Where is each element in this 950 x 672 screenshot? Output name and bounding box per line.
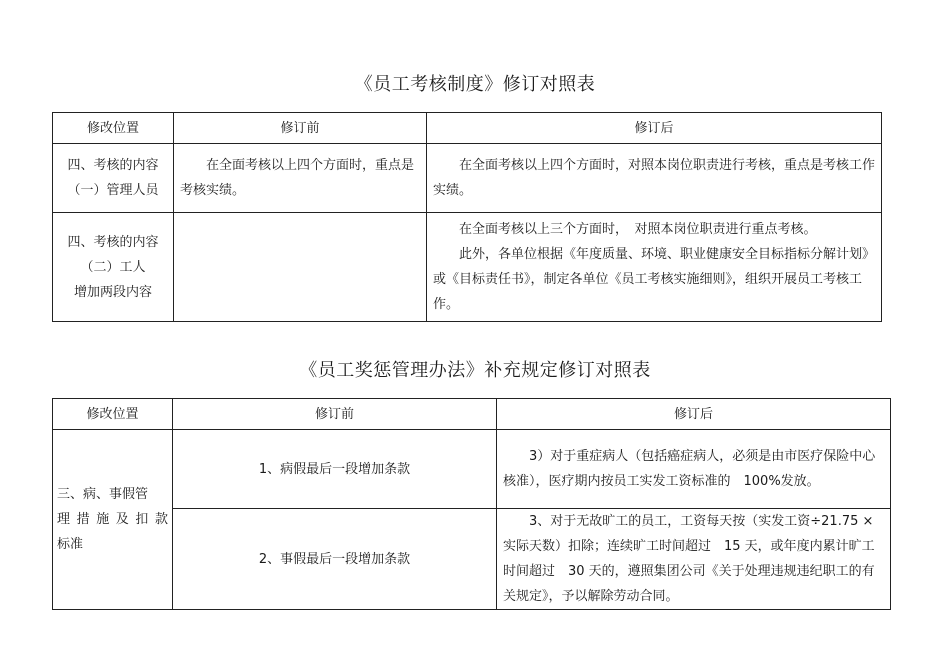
before-cell: 1、病假最后一段增加条款 — [173, 430, 497, 509]
header-after: 修订后 — [427, 113, 882, 144]
header-before: 修订前 — [174, 113, 427, 144]
position-line: 三、病、事假管 — [57, 487, 149, 502]
revision-table-assessment — [52, 112, 882, 322]
after-text: 3、对于无故旷工的员工，工资每天按（实发工资÷21.75 ×实际天数）扣除；连续旷工时间超过 15 天，或年度内累计旷工时间超过 30 天的，遵照集团公司《关于处理违规违纪职工的有关规定》，予以解除劳动合同。 — [503, 514, 875, 604]
table-row — [53, 430, 891, 509]
position-line: （二）工人 — [80, 259, 146, 275]
table-header-row — [53, 399, 891, 430]
table-header-row — [53, 113, 882, 144]
position-line: 四、考核的内容 — [67, 234, 159, 250]
table2-title: 《员工奖惩管理办法》补充规定修订对照表 — [299, 360, 651, 381]
table-row — [53, 213, 882, 322]
header-after: 修订后 — [497, 399, 891, 430]
header-position: 修改位置 — [53, 113, 174, 144]
table-row — [53, 509, 891, 610]
table-row — [53, 144, 882, 213]
position-line: （一）管理人员 — [67, 183, 159, 198]
position-cell — [53, 213, 174, 322]
before-cell — [174, 213, 427, 322]
after-text: 在全面考核以上四个方面时，对照本岗位职责进行考核，重点是考核工作实绩。 — [433, 158, 876, 198]
before-cell: 2、事假最后一段增加条款 — [173, 509, 497, 610]
header-before: 修订前 — [173, 399, 497, 430]
before-cell — [174, 144, 427, 213]
header-position: 修改位置 — [53, 399, 173, 430]
after-cell — [427, 213, 882, 322]
after-text: 此外，各单位根据《年度质量、环境、职业健康安全目标指标分解计划》或《目标责任书》，制定各单位《员工考核实施细则》，组织开展员工考核工作。 — [433, 247, 876, 312]
after-cell — [427, 144, 882, 213]
position-line: 理措施及扣款 — [57, 512, 168, 527]
position-cell — [53, 430, 173, 610]
after-text: 在全面考核以上三个方面时， 对照本岗位职责进行重点考核。 — [459, 222, 817, 237]
table1-title: 《员工考核制度》修订对照表 — [354, 74, 596, 95]
position-cell — [53, 144, 174, 213]
revision-table-rewards-penalties — [52, 398, 891, 610]
position-line: 增加两段内容 — [73, 284, 152, 300]
after-cell — [497, 430, 891, 509]
after-text: 3）对于重症病人（包括癌症病人，必须是由市医疗保险中心核准），医疗期内按员工实发工资标准的 100%发放。 — [503, 449, 876, 489]
after-cell — [497, 509, 891, 610]
before-text: 在全面考核以上四个方面时，重点是考核实绩。 — [180, 158, 415, 198]
position-line: 四、考核的内容 — [67, 158, 159, 173]
position-line: 标准 — [57, 537, 84, 552]
